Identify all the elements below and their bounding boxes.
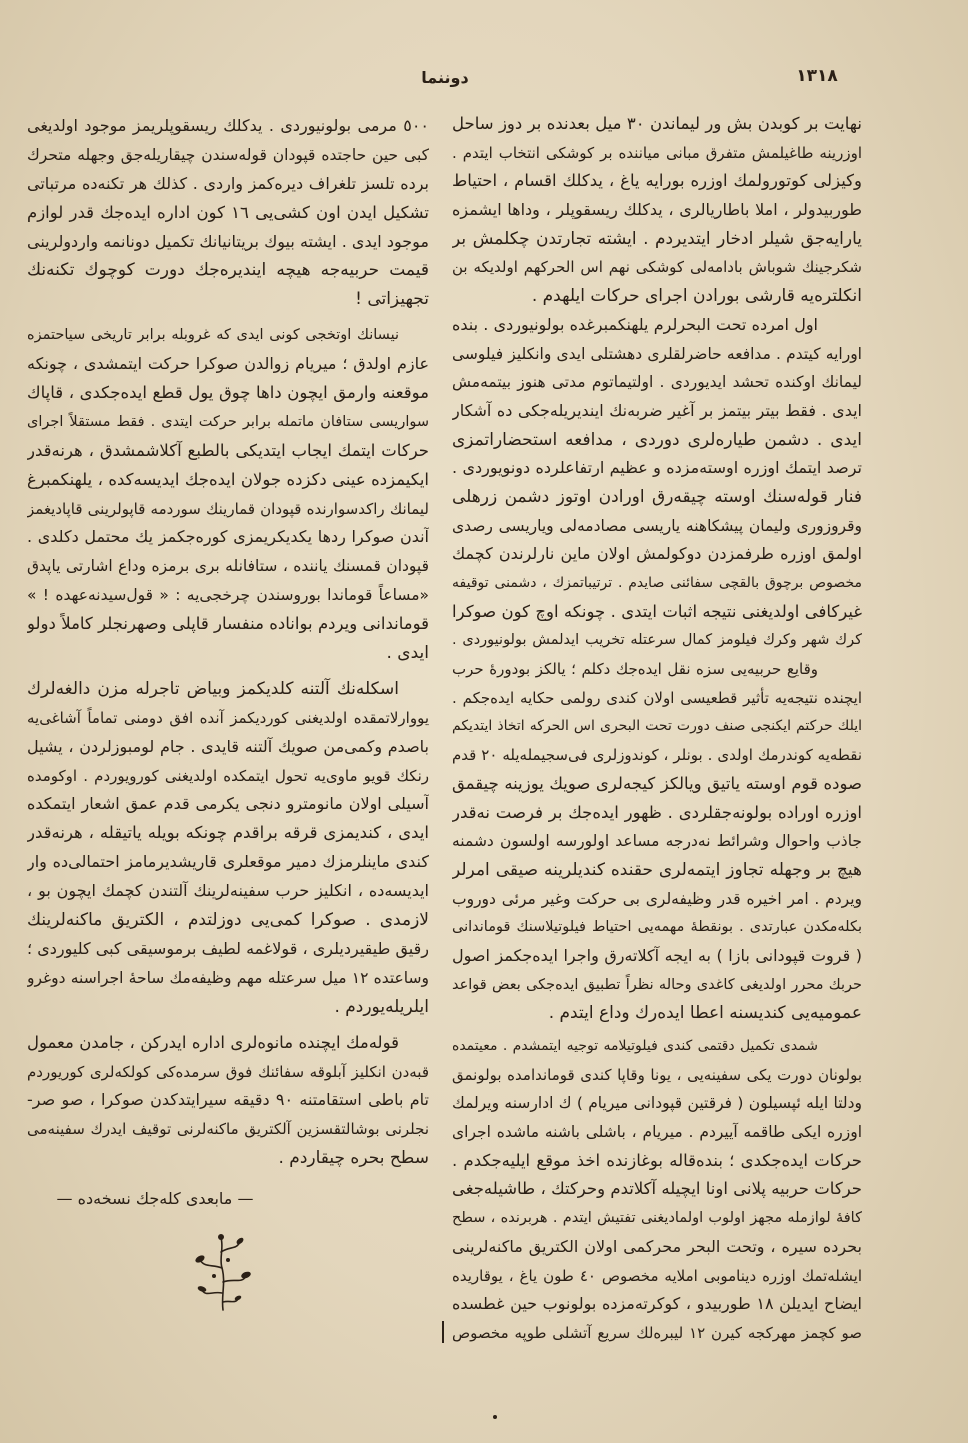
text-line: نجلرنی بوشالتقسزین آلکتریق ماکنه‌لرنی توقیف ایدرك سفینه‌می: [27, 1120, 429, 1139]
text-line: آندن صوکرا ردها یکدیکریمزی کوره‌جکمز یك محتمل دکلدی .: [27, 527, 429, 547]
text-line: هیچ بر وجهله تجاوز ایتمه‌لری حقنده کندیلرینه صیقی امرلر: [452, 859, 862, 880]
text-line: کبی حین حاجتده قپودان قوله‌سندن چیقاریله‌جق وجهله متحرك: [27, 145, 429, 164]
text-line: مخصوص برچوق بالقچی سفائنی صایدم . ترتیباتمزك ، دشمنی توقیفه: [452, 575, 862, 591]
text-line: حرکات ایده‌جکدی ؛ بنده‌قاله بوغازنده اخذ موقع ایلیه‌جکدم .: [452, 1150, 862, 1170]
text-line: ایلریله‌یوردم .: [334, 996, 429, 1017]
text-line: صوده قوم اوسته یاتیق ویالکز کیجه‌لری صویك یوزینه چیقمق: [452, 773, 862, 793]
text-line: وساعتده ١٢ میل سرعتله مهم وظیفه‌مك ساحهٔ اجراسنه دوغرو: [27, 968, 429, 987]
text-line: یارایه‌جق شیلر ادخار ایتدیردم . ایشته تجارتدن چکلمش بر: [452, 228, 862, 249]
text-line: موجود ایدی . ایشته بیوك بریتانیانك تکمیل دونانمه واردولرینی: [27, 231, 429, 251]
text-line: اسکله‌نك آلتنه کلدیکمز وبیاض تاجرله مزن دالغه‌لرك: [27, 678, 399, 699]
print-dot-mark: [493, 1415, 497, 1419]
text-line: وقروزوری ولیمان پیشکاهنه یاریسی مصادمه‌لی ویاریسی رصدی: [452, 516, 862, 535]
text-line: وکیزلی کوتورولمك اوزره بورایه یاغ ، یدکلك اقسام ، احتیاط: [452, 171, 862, 191]
text-line: اولمق اوزره طرفمزدن دوکولمش اولان ماین نارلرندن کچمك: [452, 544, 862, 564]
text-line: ( قروت قپودانی بازا ) به ایجه آکلاته‌رق واجرا ایده‌جکمز اصول: [452, 945, 862, 965]
text-line: ایدی . دشمن طیاره‌لری دوردی ، مدافعه استحضاراتمزی: [452, 429, 862, 450]
paragraph: [27, 321, 429, 668]
paragraph: [452, 110, 862, 311]
text-line: ایدی . فقط بیتر بیتمز بر آغیر ضربه‌نك ایندیریله‌جکی ده آشکار: [452, 400, 862, 420]
text-line: کندی ماینلرمزك دمیر موقعلری قاریشدیرمامز احتمالی‌ده وار: [27, 852, 429, 872]
floral-vignette-icon: [188, 1230, 258, 1315]
text-line: ودلتا ایله ئپسیلون ( فرقتین قپودانی میریام ) ك ادارسنه ویرلمك: [452, 1094, 862, 1113]
continuation-note: — مابعدی کله‌جك نسخه‌ده —: [56, 1189, 254, 1208]
text-line: حربك محرر اولدیغی کاغدی وحاله نظراً تطبیق ایده‌جکی بعض قواعد: [452, 976, 862, 993]
text-line: ایدیسه‌ده ، انکلیز حرب سفینه‌لرینك آلتندن کچمك ایچون بو ،: [27, 881, 429, 901]
text-line: انکلتره‌یه قارشی بورادن اجرای حرکات ایلهدم .: [531, 286, 862, 307]
page-number: ١٣١٨: [796, 66, 838, 86]
text-line: اوزره اوراده بولونه‌جقلردی . ظهور ایده‌جك بر فرصت نه‌قدر: [452, 802, 862, 822]
text-line: برده تلسز تلغراف دیره‌کمز واردی . کذلك هر تکنه‌ده مرتباتی: [27, 173, 429, 193]
text-line: لیمانك اوکنده تحشد ایدیوردی . اولتیماتوم مدتی هنوز بیتمه‌مش: [452, 373, 862, 392]
text-line: عمومیه‌یی کندیسنه اعطا ایده‌رك وداع ایتدم .: [548, 1003, 862, 1024]
text-line: عازم اولدق ؛ میریام زوالدن صوکرا حرکت ایتمشدی ، چونکه: [27, 354, 429, 374]
text-line: فنار قوله‌سنك اوسته چیقه‌رق اورادن اوتوز دشمن زرهلی: [452, 486, 862, 507]
text-line: صو کچمز مهرکجه کیرن ١٢ لیبره‌لك سریع آتشلی طوپه مخصوص: [452, 1323, 862, 1342]
text-line: قبه‌دن انکلیز آبلوقه سفائنك فوق سرمده‌کی کولکه‌لری کوریوردم: [27, 1062, 429, 1081]
paragraph: [452, 311, 862, 655]
text-line: قیمت حربیه‌جه هیچه ایندیره‌جك دورت کوچوك تکنه‌نك: [27, 260, 429, 281]
text-line: بکله‌مکدن عبارتدی . بونقطهٔ مهمه‌یی احتیاط فیلوتیلاسنك قوماندانی: [452, 919, 862, 936]
text-line: ایدی .: [386, 643, 429, 664]
text-line: رنکك قویو ماوی‌یه تحول ایتمکده اولدیغنی کورویوردم . اوکومده: [27, 766, 429, 785]
text-line: حرکات حربیه پلانی اونا ایچیله آکلاتدم وحرکتك ، طاشیله‌جغی: [452, 1179, 862, 1199]
text-line: باصدم وکمی‌من صویك آلتنه قایدی . جام لومبوزلردن ، یشیل: [27, 736, 429, 756]
text-line: تشکیل ایدن اون کشی‌یی ١٦ کون اداره ایده‌جك قدر لوازم: [27, 202, 429, 222]
text-line: ٥٠٠ مرمی بولونیوردی . یدکلك ریسقوپلریمز موجود اولدیغی: [27, 116, 429, 135]
text-line: سطح بحره چیقاردم .: [278, 1148, 429, 1169]
text-line: آسیلی اولان مانومترو دنجی یکرمی قدم عمق اشعار ایتمکده: [27, 794, 429, 814]
text-line: اورایه کیتدم . مدافعه حاضرلقلری دهشتلی ایدی وانکلیز فیلوسی: [452, 344, 862, 363]
text-line: بولونان دورت یکی سفینه‌یی ، یونا وقاپا کندی قوماندامده بولونمق: [452, 1065, 862, 1084]
text-line: تجهیزاتی !: [355, 289, 429, 310]
text-line: نهایت بر کوبدن بش ور لیماندن ٣٠ میل بعدنده بر دوز ساحل: [452, 114, 862, 133]
text-line: نقطه‌یه کوندرمك اولدی . بونلر ، کوندوزلری فی‌سجیمله‌یله ٢٠ قدم: [452, 746, 862, 765]
text-line: اوزرینه طاغیلمش متفرق مبانی میاننده بر کوشکی انتخاب ایتدم .: [452, 143, 862, 162]
left-text-column: [27, 112, 429, 1173]
text-line: ایلك حرکتم ایکنجی صنف دورت تحت البحری اس الحرکه اتخاذ ایتدیکم: [452, 718, 862, 735]
text-line: «مساعاً قوماندا بوروسندن چرخجی‌یه : « قول‌سیدنه‌عهده ! »: [27, 586, 429, 605]
text-line: ایضاح ایدیلن ١٨ طوربیدو ، کوکرته‌مزده بولونوب حین غطسده: [452, 1294, 862, 1314]
text-line: کافهٔ لوازمله مجهز اولوب اولمادیغنی تفتیش ایتدم . هربرنده ، سطح: [452, 1210, 862, 1227]
text-line: قوماندانی ویردم بواناده منفسار قاپلی وصهرنجلر کاملاً دولو: [27, 614, 429, 634]
text-line: ویردم . امر اخیره قدر وظیفه‌لری بی حرکت وغیر مرئی دوروب: [452, 889, 862, 908]
margin-bracket-mark: [442, 1321, 444, 1343]
text-line: ایچنده نتیجه‌یه تأثیر قطعیسی اولان کندی رولمی حکایه ایده‌جکم .: [452, 688, 862, 707]
paragraph: [452, 1032, 862, 1348]
text-line: ایکیمزده عینی دکزده جولان ایده‌جك ایدیسه‌کده ، یلهنکمبرغ: [27, 469, 429, 489]
text-line: شکرجینك شوباش بادامه‌لی کوشکی نهم اس الحرکهم اولدیکه بن: [452, 258, 862, 277]
text-line: وقایع حربیه‌یی سزه نقل ایده‌جك دکلم ؛ یالکز بودورهٔ حرب: [452, 660, 818, 679]
text-line: بحرده سیره ، وتحت البحر محرکمی اولان الکتریق ماکنه‌لرینی: [452, 1236, 862, 1256]
text-line: اول امرده تحت البحرلرم یلهنکمبرغده بولونیوردی . بنده: [452, 314, 818, 334]
text-line: ایشله‌تمك اوزره دیناموبی املایه مخصوص ٤٠ طون یاغ ، یوقاریده: [452, 1266, 862, 1285]
text-line: غیرکافی اولدیغنی نتیجه اثبات ایتدی . چونکه اوچ کون صوکرا: [452, 601, 862, 621]
right-text-column: [452, 110, 862, 1348]
text-line: قوله‌مك ایچنده مانوه‌لری اداره ایدرکن ، جامدن معمول: [27, 1032, 399, 1052]
paragraph: [452, 655, 862, 1028]
text-line: تام باطی استقامتنه ٩٠ دقیقه سیرایتدکدن صوکرا ، صو صر-: [27, 1090, 429, 1110]
text-line: ترصد ایتمك اوزره اوسته‌مزده و عظیم ارتفاعلرده دونویوردی .: [452, 458, 862, 478]
text-line: موقعنه وارمق ایچون داها چوق یول قطع ایده‌جکدی ، قاپاك: [27, 383, 429, 403]
text-line: یووارلاتمقده اولدیغنی کوردیکمز آنده افق دومنی تماماً آشاغی‌یه: [27, 708, 429, 727]
text-line: قپودان قمسنك یاننده ، ستافانله بری برمزه وداع اشارتی یاپدق: [27, 557, 429, 576]
text-line: حرکات ایتمك ایجاب ایتدیکی بالطبع آکلاشمشدق ، هرنه‌قدر: [27, 440, 429, 460]
text-line: طوربیدولر ، املا باطاریالری ، یدکلك ریسقوپلر ، وداها ایشمزه: [452, 200, 862, 220]
text-line: لازمدی . صوکرا کمی‌یی دوزلتدم ، الکتریق ماکنه‌لرینك: [27, 910, 429, 931]
journal-title: دوننما: [421, 68, 469, 87]
paragraph: [27, 675, 429, 1022]
text-line: لیمانك راکدسوارنده قپودان قمارینك سوردمه قاپولرینی قاپادیغمز: [27, 499, 429, 518]
paragraph: [27, 1029, 429, 1173]
text-line: نیسانك اوتخجی کونی ایدی که غروبله برابر تاریخی سیاحتمزه: [27, 327, 399, 344]
paragraph: [27, 112, 429, 314]
text-line: سواریسی ستافان ماتمله برابر حرکت ایتدی . فقط مستقلاً اجرای: [27, 413, 429, 430]
text-line: ایدی ، کندیمزی قرقه براقدم چونکه بویله یاتیقله ، هرنه‌قدر: [27, 823, 429, 843]
text-line: اوزره ایکی طاقمه آییردم . میریام ، باشلی باشنه ماشده اجرای: [452, 1123, 862, 1142]
text-line: جاذب واحوال وشرائط نه‌درجه مساعد اولورسه اولسون دشمنه: [452, 832, 862, 851]
text-line: شمدی تکمیل دقتمی کندی فیلوتیلامه توجیه ایتمشدم . معیتمده: [452, 1038, 818, 1054]
text-line: کرك شهر وکرك فیلومز کمال سرعتله تخریب ایدلمش بولونیوردی .: [452, 632, 862, 649]
text-line: رقیق طیقیردیلری ، قولاغمه لطیف برموسیقی کبی کلیوردی ؛: [27, 938, 429, 958]
